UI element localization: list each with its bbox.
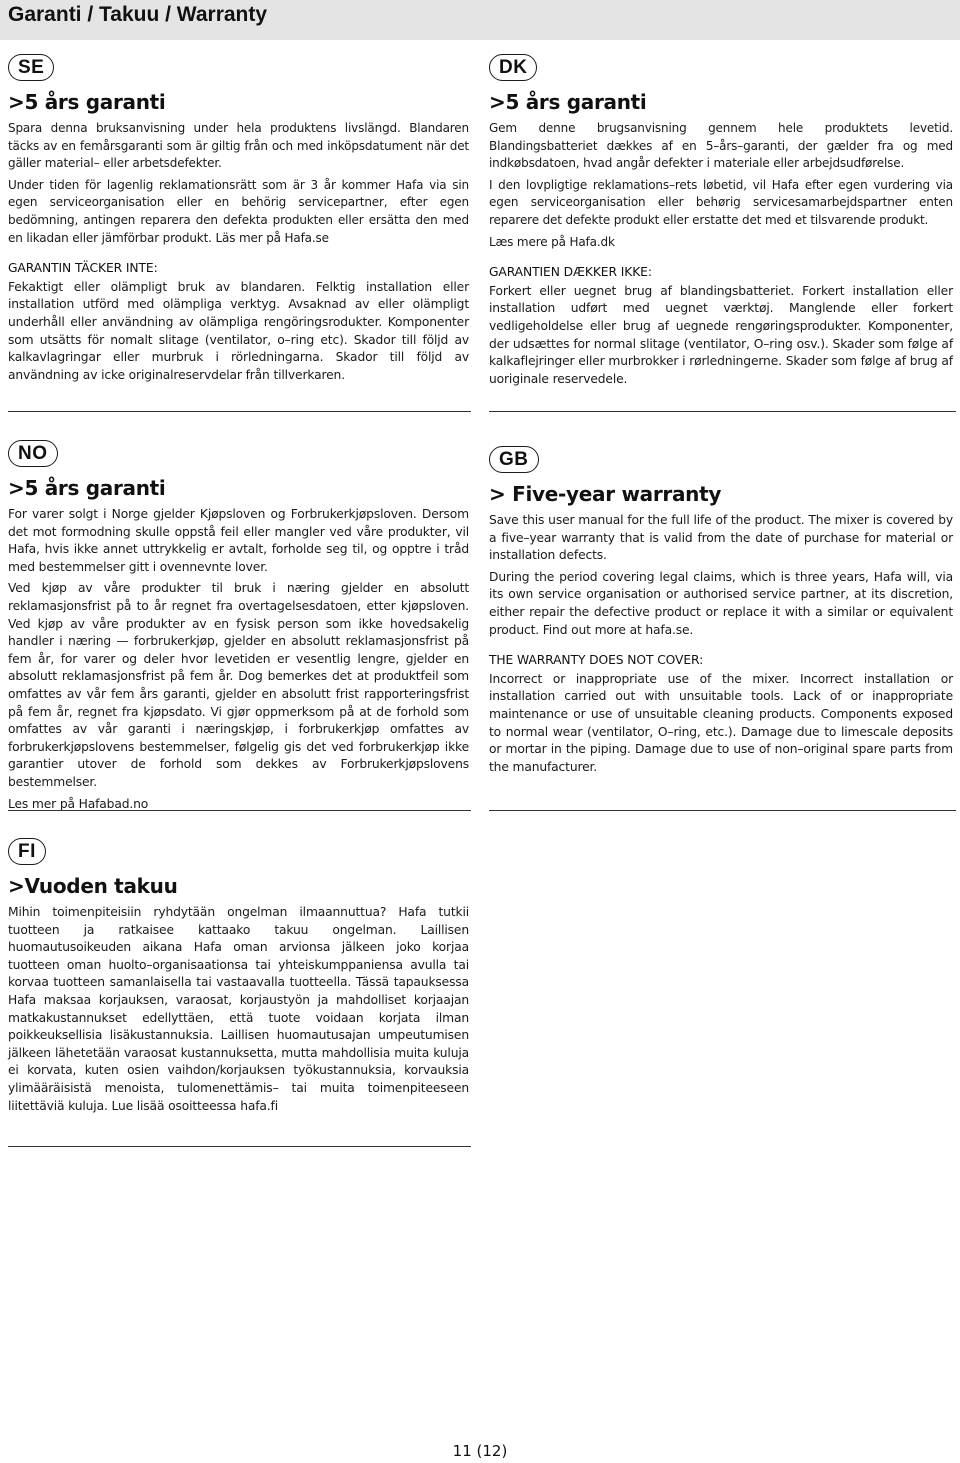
divider-gb: [489, 810, 956, 811]
section-title-gb: > Five-year warranty: [489, 482, 722, 506]
country-badge-gb: GB: [489, 446, 539, 473]
paragraph-se-3: Fekaktigt eller olämpligt bruk av blandaren. Felktig installation eller installation utförd med olämpliga verktyg. Avsaknad av eller olämpligt underhåll eller användning av olämpliga rengöringsrodukter. Komponenter som utsätts för nomalt slitage (ventilator, o–ring etc). Skador till följd av kalkavlagringar eller murbruk i rörledningarna. Skador till följd av användning av icke originalreservdelar från tillverkaren.: [8, 279, 469, 382]
section-fi: [8, 838, 469, 1119]
paragraph-fi-1: Mihin toimenpiteisiin ryhdytään ongelman ilmaannuttua? Hafa tutkii tuotteen ja ratkaisee kattaako takuu ongelman. Laillisen huomautusoikeuden aikana Hafa oman arvionsa jälkeen joko korjaa tuotteen oman huolto–organisaationsa tai yhteiskumppaniensa avulla tai korvaa tuotteen samanlaisella tai vastaavalla tuotteella. Tässä tapauksessa Hafa maksaa korjauksen, varaosat, korjaustyön ja mahdolliset korjaajan matkakustannukset edellyttäen, että tuote voidaan korjata ilman poikkeuksellisia lisäkustannuksia. Laillisen huomautusajan umpeutumisen jälkeen lähetetään varaosat kustannuksetta, mutta mahdollisia muita kuluja ei korvata, kuten osien vaihdon/korjauksen työkustannuksia, korvauksia ylimääräisistä menoista, tulomenettämis– tai muita toimenpiteeseen liitettäviä kuluja. Lue lisää osoitteessa hafa.fi: [8, 905, 469, 1113]
paragraph-dk-4: Forkert eller uegnet brug af blandingsbatteriet. Forkert installation eller installation udført med uegnet værktøj. Manglende eller forkert vedligeholdelse eller brug af uegnede rengøringsprodukter. Komponenter, der udsættes for normal slitage (ventilator, O–ring osv.). Skader som følge af kalkaflejringer eller murbrokker i rørledningerne. Skader som følge af brug af uoriginale reservedele.: [489, 283, 953, 386]
subheading-se: GARANTIN TÄCKER INTE:: [8, 261, 158, 276]
section-gb: [489, 446, 953, 780]
section-title-dk: >5 års garanti: [489, 90, 647, 114]
country-badge-se: SE: [8, 54, 54, 81]
paragraph-se-1: Spara denna bruksanvisning under hela produktens livslängd. Blandaren täcks av en femårsgaranti som är giltig från och med inköpsdatument när det gäller material– eller arbetsdefekter.: [8, 121, 469, 171]
section-title-no: >5 års garanti: [8, 476, 166, 500]
paragraph-dk-1: Gem denne brugsanvisning gennem hele produktets levetid. Blandingsbatteriet dækkes af en 5–års–garanti, der gælder fra og med indkøbsdatoen, hvad angår defekter i materiale eller arbejdsudførelse.: [489, 121, 953, 171]
country-badge-fi: FI: [8, 838, 46, 865]
section-no: [8, 440, 469, 817]
divider-se: [8, 411, 471, 412]
divider-no: [8, 810, 471, 811]
page-title: Garanti / Takuu / Warranty: [8, 3, 268, 26]
paragraph-se-2: Under tiden för lagenlig reklamationsrätt som är 3 år kommer Hafa via sin egen serviceorganisation eller en behörig servicepartner, efter egen bedömning, antingen reparera den defekta produkten eller ersätta den med en likadan eller jämförbar produkt. Läs mer på Hafa.se: [8, 177, 469, 245]
subheading-gb: THE WARRANTY DOES NOT COVER:: [489, 653, 704, 668]
divider-dk: [489, 411, 956, 412]
page-header: [0, 0, 960, 40]
section-title-fi: >Vuoden takuu: [8, 874, 178, 898]
section-se: [8, 54, 469, 388]
paragraph-gb-2: During the period covering legal claims, which is three years, Hafa will, via its own service organisation or authorised service partner, at its discretion, either repair the defective product or replace it with a similar or equivalent product. Find out more at hafa.se.: [489, 569, 953, 637]
paragraph-no-3: Les mer på Hafabad.no: [8, 796, 149, 811]
section-title-se: >5 års garanti: [8, 90, 166, 114]
paragraph-dk-3: Læs mere på Hafa.dk: [489, 234, 615, 249]
page-number: 11 (12): [452, 1442, 508, 1460]
paragraph-gb-1: Save this user manual for the full life of the product. The mixer is covered by a five–year warranty that is valid from the date of purchase for material or installation defects.: [489, 513, 953, 563]
subheading-dk: GARANTIEN DÆKKER IKKE:: [489, 265, 652, 280]
paragraph-no-1: For varer solgt i Norge gjelder Kjøpsloven og Forbrukerkjøpsloven. Dersom det mot formodning skulle oppstå feil eller mangler ved våre produkter, vil Hafa, hvis ikke annet uttrykkelig er avtalt, forholde seg til, og opptre i tråd med bestemmelser gitt i ovennevnte lover.: [8, 507, 469, 574]
country-badge-no: NO: [8, 440, 58, 467]
paragraph-gb-3: Incorrect or inappropriate use of the mixer. Incorrect installation or installation carried out with unsuitable tools. Lack of or inappropriate maintenance or use of unsuitable cleaning products. Components exposed to normal wear (ventilator, O–ring, etc.). Damage due to limescale deposits or mortar in the piping. Damage due to use of non–original spare parts from the manufacturer.: [489, 671, 953, 774]
divider-fi: [8, 1146, 471, 1147]
section-dk: [489, 54, 953, 392]
country-badge-dk: DK: [489, 54, 537, 81]
paragraph-dk-2: I den lovpligtige reklamations–rets løbetid, vil Hafa efter egen vurdering via egen serviceorganisation eller behørig servicesamarbejdspartner enten reparere det defekte produkt eller erstatte det med et tilsvarende produkt.: [489, 177, 953, 227]
paragraph-no-2: Ved kjøp av våre produkter til bruk i næring gjelder en absolutt reklamasjonsfrist på to år regnet fra overtagelsesdatoen, etter kjøpsloven. Ved kjøp av våre produkter av en fysisk person som ikke hovedsakelig handler i næring — forbrukerkjøp, gjelder en absolutt reklamasjonsfrist på fem år, for varer og deler hvor levetiden er vesentlig lengre, gjelder en absolutt reklamasjonsfrist på fem år. Dog bemerkes det at produktfeil som omfattes av vår fem års garanti, gjelder en absolutt frist rapporteringsfrist på fem år, regnet fra kjøpsdato. Vi gjør oppmerksom på at de forhold som omfattes av vår garanti i næringskjøp, i forbrukerkjøp omfattes av forbrukerkjøpslovens bestemmelser, følgelig gis det ved forbrukerkjøp ikke garantier utover de forhold som dekkes av Forbrukerkjøpslovens bestemmelser.: [8, 581, 469, 789]
